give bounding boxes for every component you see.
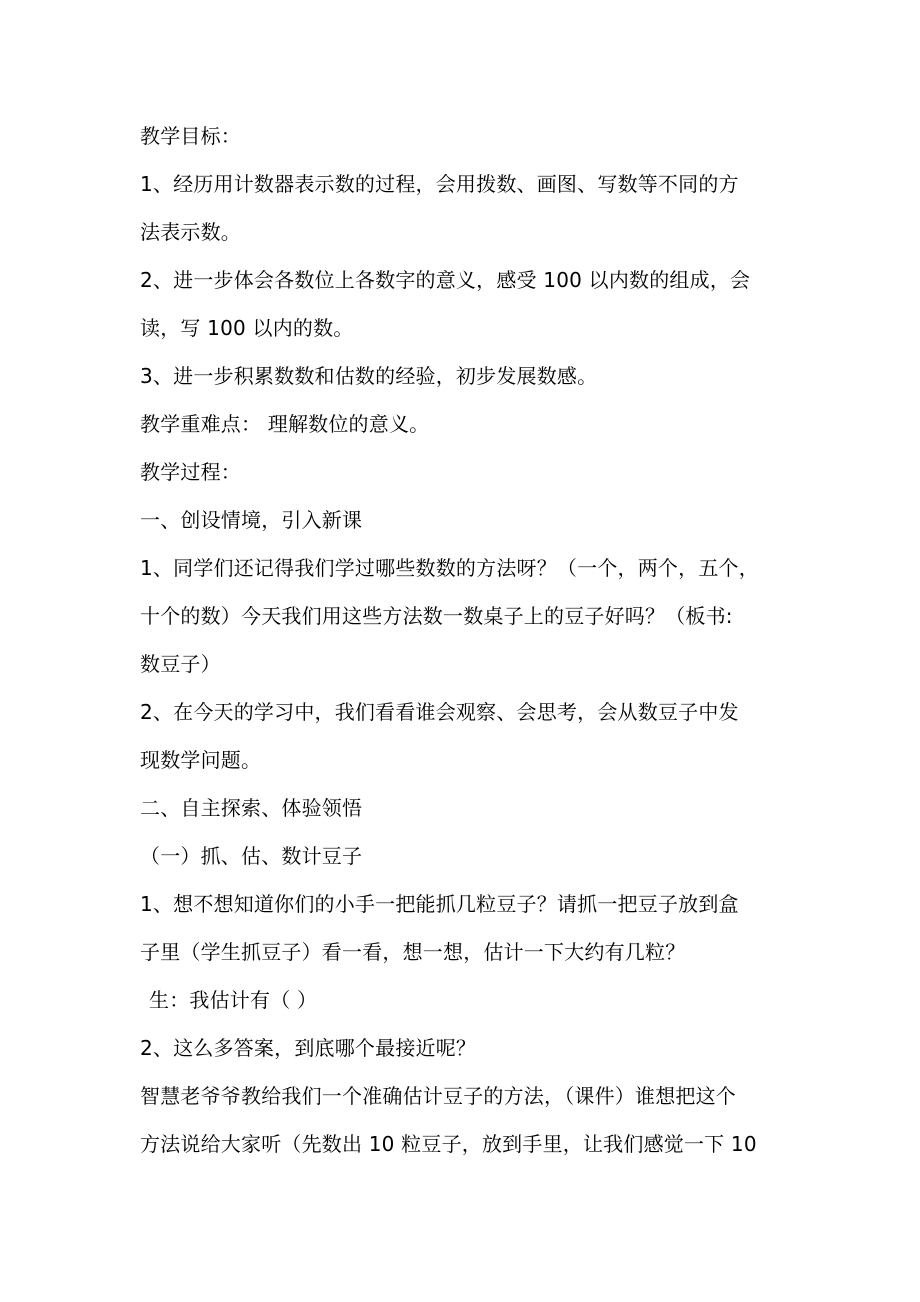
section-1-heading: 一、创设情境，引入新课 (140, 508, 363, 532)
goal-1-line-1: 1、经历用计数器表示数的过程，会用拨数、画图、写数等不同的方 (140, 172, 739, 196)
heading-teaching-process: 教学过程： (140, 460, 241, 484)
method-line-2: 方法说给大家听（先数出 10 粒豆子，放到手里，让我们感觉一下 10 (140, 1132, 757, 1156)
section-1-item-1-line-2: 十个的数）今天我们用这些方法数一数桌子上的豆子好吗？（板书: (140, 604, 733, 628)
subsection-1-heading: （一）抓、估、数计豆子 (140, 844, 363, 868)
section-1-item-2-line-2: 现数学问题。 (140, 748, 262, 772)
section-1-item-1-line-1: 1、同学们还记得我们学过哪些数数的方法呀？（一个，两个，五个， (140, 556, 759, 580)
student-response: 生：我估计有（ ） (149, 988, 318, 1012)
heading-teaching-goals: 教学目标： (140, 124, 241, 148)
document-page (140, 112, 780, 1168)
goal-2-line-1: 2、进一步体会各数位上各数字的意义，感受 100 以内数的组成，会 (140, 268, 751, 292)
method-line-1: 智慧老爷爷教给我们一个准确估计豆子的方法，（课件）谁想把这个 (140, 1084, 736, 1108)
key-difficulty: 教学重难点： 理解数位的意义。 (140, 412, 430, 436)
section-2-heading: 二、自主探索、体验领悟 (140, 796, 363, 820)
goal-2-line-2: 读，写 100 以内的数。 (140, 316, 354, 340)
subsection-1-item-2: 2、这么多答案，到底哪个最接近呢？ (140, 1036, 477, 1060)
subsection-1-item-1-line-1: 1、想不想知道你们的小手一把能抓几粒豆子？请抓一把豆子放到盒 (140, 892, 739, 916)
goal-3: 3、进一步积累数数和估数的经验，初步发展数感。 (140, 364, 598, 388)
subsection-1-item-1-line-2: 子里（学生抓豆子）看一看，想一想，估计一下大约有几粒？ (140, 940, 686, 964)
goal-1-line-2: 法表示数。 (140, 220, 241, 244)
section-1-item-2-line-1: 2、在今天的学习中，我们看看谁会观察、会思考，会从数豆子中发 (140, 700, 739, 724)
section-1-item-1-line-3: 数豆子） (140, 652, 221, 676)
